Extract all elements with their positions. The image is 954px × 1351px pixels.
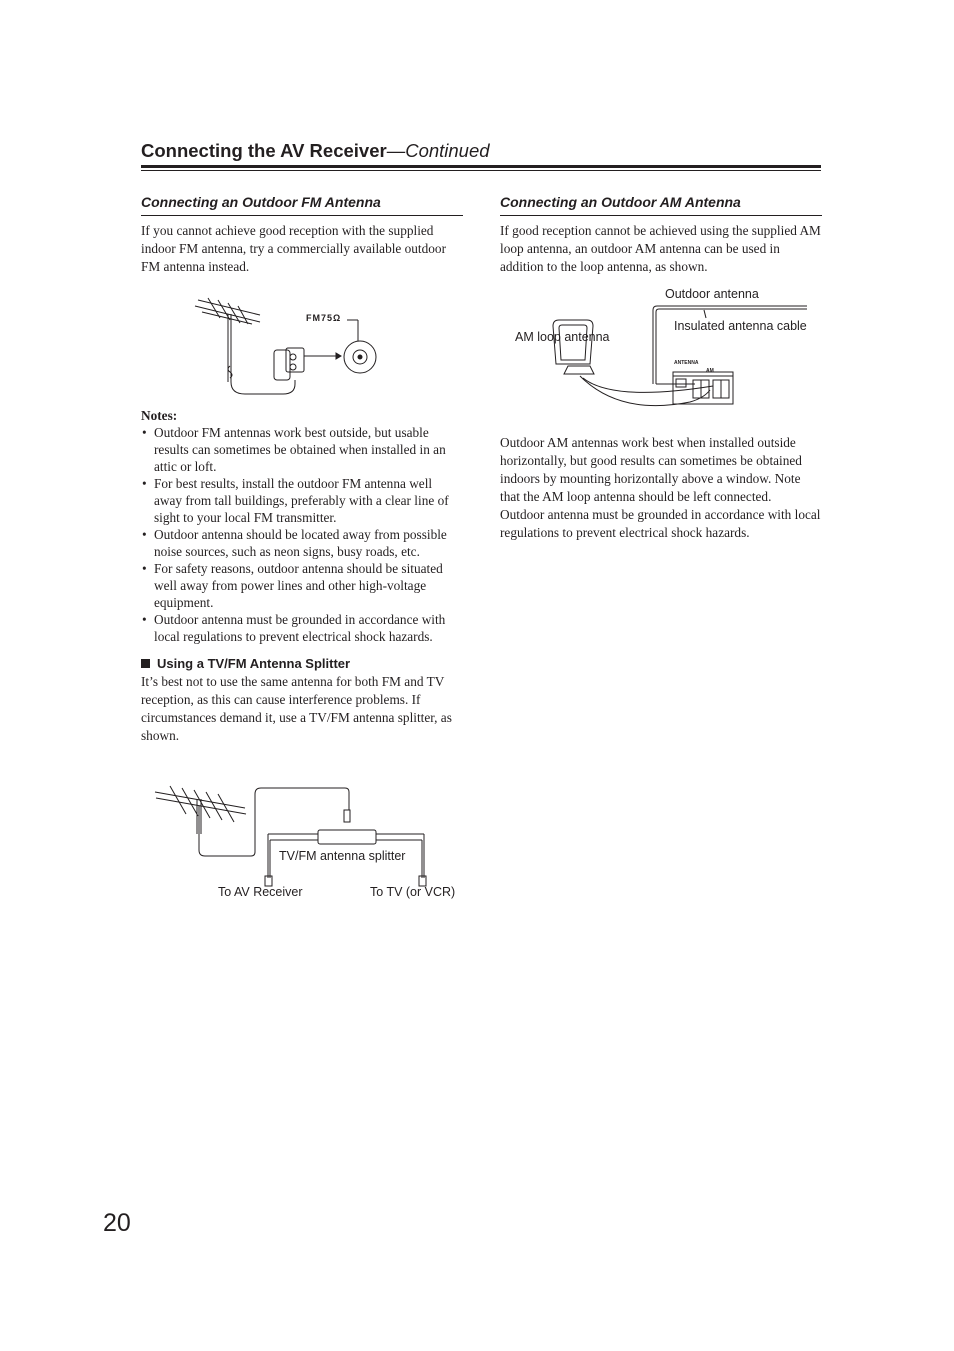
splitter-section-title	[141, 655, 463, 673]
to-tv-label: To TV (or VCR)	[370, 885, 456, 899]
am-loop-antenna-label: AM loop antenna	[515, 330, 610, 344]
notes-title: Notes:	[141, 408, 178, 423]
am-antenna-diagram	[510, 286, 830, 416]
splitter-diagram	[150, 784, 470, 904]
am-terminal-label: AM	[706, 368, 714, 374]
fm-antenna-illustration	[190, 296, 390, 396]
list-item: • Outdoor antenna must be grounded in accordance with local regulations to prevent electrical shock hazards.	[141, 611, 463, 645]
am-body-block	[500, 434, 822, 542]
header-rule-thin	[141, 170, 821, 171]
am-body-paragraph-1: Outdoor AM antennas work best when installed outside horizontally, but good results can sometimes be obtained indoors by mounting horizontally above a window. Note that the AM loop antenna should be left connected.	[500, 435, 802, 504]
list-item: • Outdoor FM antennas work best outside, but usable results can sometimes be obtained when installed in an attic or loft.	[141, 424, 463, 475]
fm-notes-block	[141, 407, 463, 745]
header-rule	[141, 165, 821, 168]
insulated-cable-label: Insulated antenna cable	[674, 319, 807, 333]
page-number: 20	[103, 1209, 131, 1237]
splitter-label: TV/FM antenna splitter	[279, 849, 406, 863]
fm-antenna-diagram	[190, 296, 390, 396]
fm75-terminal-label: FM75Ω	[306, 313, 342, 323]
right-column	[500, 193, 822, 276]
am-antenna-illustration	[510, 286, 830, 416]
am-body-paragraph-2: Outdoor antenna must be grounded in accordance with local regulations to prevent electrical shock hazards.	[500, 507, 821, 540]
splitter-paragraph: It’s best not to use the same antenna for both FM and TV reception, as this can cause interference problems. If circumstances demand it, use a TV/FM antenna splitter, as shown.	[141, 674, 452, 743]
page-header	[141, 139, 821, 163]
page-title-continued: —Continued	[386, 140, 490, 161]
fm-intro-paragraph: If you cannot achieve good reception with the supplied indoor FM antenna, try a commercially available outdoor FM antenna instead.	[141, 223, 446, 274]
am-intro-paragraph: If good reception cannot be achieved using the supplied AM loop antenna, an outdoor AM antenna can be used in addition to the loop antenna, as shown.	[500, 223, 821, 274]
to-receiver-label: To AV Receiver	[218, 885, 303, 899]
fm-section-title: Connecting an Outdoor FM Antenna	[141, 193, 463, 216]
list-item: • For best results, install the outdoor FM antenna well away from tall buildings, preferably with a clear line of sight to your local FM transmitter.	[141, 475, 463, 526]
splitter-title-text: Using a TV/FM Antenna Splitter	[157, 656, 351, 671]
antenna-terminal-label: ANTENNA	[674, 360, 699, 366]
left-column	[141, 193, 463, 276]
page-title	[141, 139, 821, 163]
list-item: • For safety reasons, outdoor antenna should be situated well away from power lines and other high-voltage equipment.	[141, 560, 463, 611]
outdoor-antenna-label: Outdoor antenna	[665, 287, 759, 301]
list-item: • Outdoor antenna should be located away from possible noise sources, such as neon signs, busy roads, etc.	[141, 526, 463, 560]
notes-list	[141, 424, 463, 645]
square-bullet-icon	[141, 659, 150, 668]
page-title-text: Connecting the AV Receiver	[141, 140, 387, 161]
am-section-title: Connecting an Outdoor AM Antenna	[500, 193, 822, 216]
